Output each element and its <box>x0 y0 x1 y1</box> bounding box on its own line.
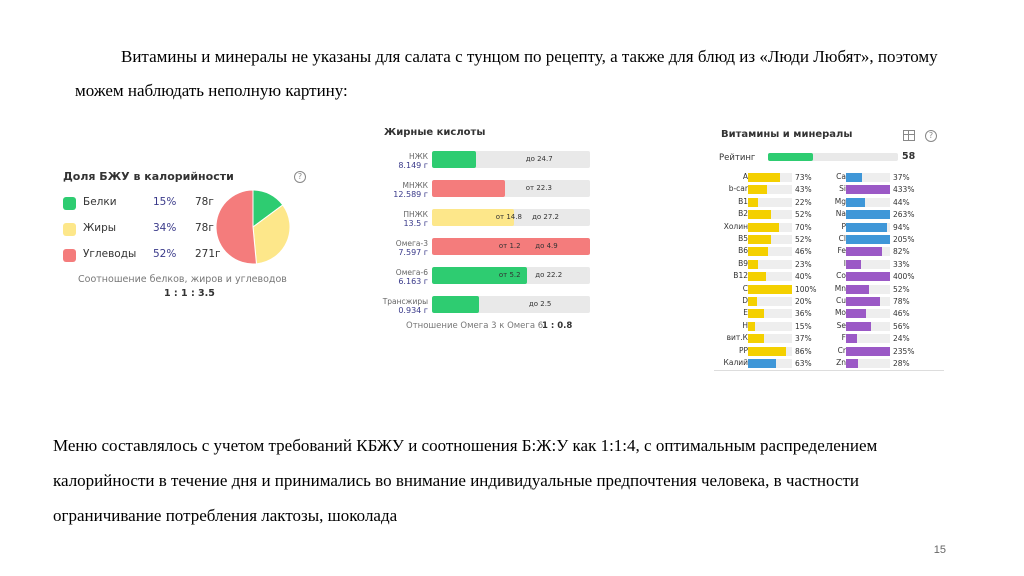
bju-grams: 78г <box>195 222 214 234</box>
nutrient-bar <box>748 347 792 356</box>
fatty-acid-row <box>378 149 596 175</box>
fatty-acid-amount: 13.5 г <box>403 219 428 228</box>
nutrient-bar-fill <box>846 297 880 306</box>
legend-swatch <box>63 223 76 236</box>
nutrient-percent: 40% <box>795 272 812 282</box>
nutrient-percent: 400% <box>893 272 915 282</box>
nutrient-name: Mn <box>834 283 846 293</box>
nutrient-row <box>812 246 938 257</box>
omega-ratio-label: Отношение Омега 3 к Омега 6 <box>406 321 544 331</box>
nutrient-name: Холин <box>723 221 748 231</box>
nutrient-row <box>812 284 938 295</box>
nutrient-bar <box>748 198 792 207</box>
bju-name: Углеводы <box>83 248 137 260</box>
nutrient-name: В5 <box>738 234 748 243</box>
nutrient-percent: 86% <box>795 346 812 356</box>
nutrient-bar <box>846 235 890 244</box>
nutrient-percent: 22% <box>795 197 812 207</box>
nutrient-percent: 37% <box>893 173 910 182</box>
nutrient-percent: 235% <box>893 346 915 356</box>
nutrient-name: F <box>841 333 846 343</box>
fatty-acid-bar-fill <box>432 296 479 313</box>
nutrient-bar <box>843 258 890 269</box>
nutrient-row <box>812 333 938 344</box>
bju-ratio-label: Соотношение белков, жиров и углеводов <box>78 274 287 285</box>
nutrient-percent: 205% <box>893 235 915 244</box>
nutrient-bar <box>748 322 792 331</box>
nutrient-name: Na <box>835 209 846 219</box>
fatty-acid-bar-fill <box>432 180 505 197</box>
nutrient-name: Co <box>836 271 846 281</box>
nutrient-bar <box>846 272 890 281</box>
nutrient-bar <box>846 247 890 256</box>
nutrient-percent: 78% <box>893 297 910 306</box>
nutrient-bar-fill <box>846 210 890 219</box>
nutrient-bar-fill <box>748 185 767 194</box>
nutrient-bar <box>748 272 792 281</box>
pie-slice <box>216 190 256 264</box>
nutrient-bar-fill <box>748 260 758 269</box>
nutrient-name: Fe <box>837 246 846 256</box>
nutrient-bar <box>748 309 792 318</box>
nutrient-bar <box>846 347 890 356</box>
nutrient-bar-fill <box>846 198 865 207</box>
nutrient-name: вит.К <box>726 333 748 343</box>
nutrient-name: В12 <box>733 271 748 281</box>
rating-bar <box>768 153 898 161</box>
fatty-acids-title: Жирные кислоты <box>384 127 486 138</box>
fatty-acid-amount: 12.589 г <box>393 190 428 199</box>
fatty-acids-panel <box>378 124 596 334</box>
nutrient-percent: 52% <box>893 284 910 294</box>
bju-ratio-value: 1 : 1 : 3.5 <box>164 288 215 299</box>
nutrient-bar-fill <box>748 247 768 256</box>
nutrient-bar <box>846 322 890 331</box>
nutrient-percent: 15% <box>795 321 812 331</box>
nutrient-bar <box>748 297 792 306</box>
nutrient-bar <box>748 334 792 343</box>
fatty-acid-row <box>378 294 596 320</box>
bju-percent: 15% <box>153 196 177 208</box>
nutrient-bar-fill <box>748 285 792 294</box>
fatty-acid-row <box>378 178 596 204</box>
legend-swatch <box>63 249 76 262</box>
nutrient-bar <box>846 309 890 318</box>
nutrient-name: А <box>742 172 748 181</box>
nutrient-name: В2 <box>738 209 748 219</box>
nutrient-percent: 94% <box>893 222 910 232</box>
help-icon[interactable]: ? <box>294 171 306 183</box>
nutrient-bar <box>846 285 890 294</box>
fatty-acid-range: до 2.5 <box>528 300 552 308</box>
help-icon[interactable]: ? <box>925 130 937 142</box>
fatty-acid-range: от 5.2 <box>498 271 521 279</box>
fatty-acid-name: НЖК <box>408 152 428 161</box>
nutrient-bar-fill <box>846 359 858 368</box>
bju-percent: 34% <box>153 222 177 234</box>
fatty-acid-range: до 22.2 <box>535 271 563 279</box>
nutrient-bar <box>748 359 792 368</box>
nutrient-bar <box>748 235 792 244</box>
nutrient-bar <box>748 223 792 232</box>
nutrient-percent: 70% <box>795 222 812 232</box>
bju-pie-chart <box>215 189 291 265</box>
nutrient-row <box>812 184 938 195</box>
nutrient-bar-fill <box>748 322 755 331</box>
nutrient-row <box>812 259 938 270</box>
summary-paragraph: Меню составлялось с учетом требований КБЖУ и соотношения Б:Ж:У как 1:1:4, с оптимальным распределением калорийности в течение дня и принимались во внимание индивидуальные предпочтения человека, в частности ограничивание потребления лактозы, шоколада <box>53 436 878 525</box>
fatty-acid-bar <box>432 151 590 168</box>
fatty-acid-name: Омега-3 <box>395 239 428 248</box>
nutrient-row <box>812 296 938 307</box>
fatty-acid-name: Трансжиры <box>382 297 428 306</box>
nutrient-bar-fill <box>748 272 766 281</box>
fatty-acid-range: до 24.7 <box>525 155 553 163</box>
nutrient-percent: 28% <box>893 359 910 368</box>
nutrient-percent: 82% <box>893 247 910 257</box>
nutrient-bar <box>748 210 792 219</box>
nutrient-row <box>812 209 938 220</box>
nutrient-bar-fill <box>748 210 771 219</box>
nutrient-bar <box>748 247 792 256</box>
bju-row <box>63 248 223 264</box>
fatty-acid-range: от 22.3 <box>525 184 552 192</box>
nutrient-row <box>812 308 938 319</box>
nutrient-row <box>812 358 938 369</box>
bju-panel <box>58 162 314 312</box>
nutrient-name: В6 <box>738 246 748 256</box>
nutrient-bar <box>748 173 792 182</box>
nutrient-name: В1 <box>738 196 748 206</box>
nutrient-percent: 37% <box>795 334 812 344</box>
nutrient-bar-fill <box>846 285 869 294</box>
nutrient-bar-fill <box>846 272 890 281</box>
fatty-acid-name: МНЖК <box>402 181 428 190</box>
nutrient-name: I <box>843 258 846 268</box>
nutrient-name: b-car <box>728 184 748 194</box>
nutrient-bar <box>748 260 792 269</box>
fatty-acid-range: от 1.2 <box>498 242 521 250</box>
nutrient-row <box>812 234 938 245</box>
nutrient-name: Mg <box>834 196 846 206</box>
nutrient-bar <box>748 185 792 194</box>
nutrient-percent: 43% <box>795 185 812 195</box>
nutrient-percent: 46% <box>893 309 910 319</box>
nutrient-bar-fill <box>846 334 857 343</box>
bju-row <box>63 222 223 238</box>
nutrient-name: Ca <box>836 172 846 181</box>
nutrient-name: Cu <box>836 296 846 305</box>
nutrient-bar-fill <box>846 309 866 318</box>
nutrient-bar-fill <box>748 235 771 244</box>
nutrient-name: C <box>742 283 748 293</box>
fatty-acid-bar <box>432 296 590 313</box>
nutrient-percent: 263% <box>893 210 915 220</box>
nutrient-name: Калий <box>723 358 748 367</box>
nutrient-bar-fill <box>846 185 890 194</box>
nutrient-name: Zn <box>836 358 846 367</box>
legend-swatch <box>63 197 76 210</box>
nutrient-bar <box>846 210 890 219</box>
nutrient-bar-fill <box>748 297 757 306</box>
nutrient-percent: 33% <box>893 259 910 269</box>
nutrient-bar <box>846 223 890 232</box>
nutrient-percent: 44% <box>893 197 910 207</box>
rating-bar-fill <box>768 153 813 161</box>
nutrient-bar-fill <box>843 258 861 269</box>
nutrient-row <box>812 321 938 332</box>
fatty-acid-amount: 0.934 г <box>398 306 428 315</box>
nutrient-bar <box>846 359 890 368</box>
fatty-acid-amount: 6.163 г <box>398 277 428 286</box>
nutrient-name: Mo <box>834 308 846 318</box>
nutrient-row <box>812 197 938 208</box>
nutrient-bar <box>846 198 890 207</box>
nutrient-percent: 24% <box>893 334 910 344</box>
fatty-acid-range: от 14.8 <box>495 213 522 221</box>
fatty-acid-name: ПНЖК <box>403 210 428 219</box>
nutrient-percent: 52% <box>795 235 812 244</box>
nutrient-row <box>812 172 938 183</box>
nutrient-percent: 63% <box>795 359 812 368</box>
bju-grams: 78г <box>195 196 214 208</box>
nutrient-bar <box>846 173 890 182</box>
nutrient-row <box>812 222 938 233</box>
page-number: 15 <box>933 544 946 556</box>
nutrient-percent: 56% <box>893 321 910 331</box>
nutrient-bar <box>846 185 890 194</box>
bju-row <box>63 196 223 212</box>
nutrient-name: H <box>742 320 748 330</box>
fatty-acid-name: Омега-6 <box>395 268 428 277</box>
table-view-icon[interactable] <box>903 130 915 141</box>
nutrient-bar-fill <box>846 347 890 356</box>
nutrient-name: P <box>841 221 846 231</box>
fatty-acid-range: до 4.9 <box>535 242 558 250</box>
nutrient-row <box>812 271 938 282</box>
nutrient-percent: 73% <box>795 173 812 182</box>
fatty-acid-bar <box>432 180 590 197</box>
nutrient-bar-fill <box>846 223 887 232</box>
vitamins-panel <box>714 124 944 371</box>
nutrient-bar-fill <box>846 322 871 331</box>
nutrient-bar-fill <box>748 309 764 318</box>
nutrient-percent: 433% <box>893 185 915 195</box>
nutrient-row <box>812 346 938 357</box>
nutrient-name: PP <box>738 345 748 355</box>
nutrient-bar-fill <box>846 235 890 244</box>
rating-value: 58 <box>902 151 916 162</box>
nutrient-bar-fill <box>748 223 779 232</box>
fatty-acid-amount: 8.149 г <box>398 161 428 170</box>
nutrient-percent: 36% <box>795 309 812 319</box>
fatty-acid-row <box>378 207 596 233</box>
nutrient-percent: 20% <box>795 297 812 306</box>
nutrient-bar-fill <box>748 173 780 182</box>
bju-name: Белки <box>83 196 117 208</box>
bju-name: Жиры <box>83 222 117 234</box>
fatty-acid-row <box>378 236 596 262</box>
nutrient-name: В9 <box>738 258 748 268</box>
nutrient-percent: 100% <box>795 284 817 294</box>
nutrient-name: Se <box>836 320 846 330</box>
bju-grams: 271г <box>195 248 221 260</box>
nutrient-name: Cr <box>837 345 846 355</box>
nutrient-bar <box>846 334 890 343</box>
intro-paragraph: Витамины и минералы не указаны для салата с тунцом по рецепту, а также для блюд из «Люди Любят», поэтому можем наблюдать неполную картину: <box>75 47 938 100</box>
omega-ratio-value: 1 : 0.8 <box>542 321 573 331</box>
nutrient-percent: 23% <box>795 259 812 269</box>
nutrient-percent: 46% <box>795 247 812 257</box>
nutrient-bar-fill <box>748 347 786 356</box>
nutrient-name: Si <box>839 184 846 194</box>
fatty-acid-amount: 7.597 г <box>398 248 428 257</box>
nutrient-bar <box>846 297 890 306</box>
nutrient-bar-fill <box>846 247 882 256</box>
bju-title: Доля БЖУ в калорийности <box>63 170 234 183</box>
bju-percent: 52% <box>153 248 177 260</box>
nutrient-bar-fill <box>748 198 758 207</box>
rating-label: Рейтинг <box>719 153 756 163</box>
nutrient-percent: 52% <box>795 210 812 220</box>
nutrient-name: E <box>743 308 748 318</box>
fatty-acid-bar-fill <box>432 151 476 168</box>
nutrient-name: D <box>742 296 748 305</box>
fatty-acid-row <box>378 265 596 291</box>
fatty-acid-range: до 27.2 <box>532 213 560 221</box>
nutrient-bar-fill <box>748 334 764 343</box>
nutrient-name: Cl <box>838 234 846 243</box>
nutrient-bar <box>748 285 792 294</box>
vitamins-title: Витамины и минералы <box>721 129 853 140</box>
nutrient-bar-fill <box>748 359 776 368</box>
nutrient-bar-fill <box>846 173 862 182</box>
